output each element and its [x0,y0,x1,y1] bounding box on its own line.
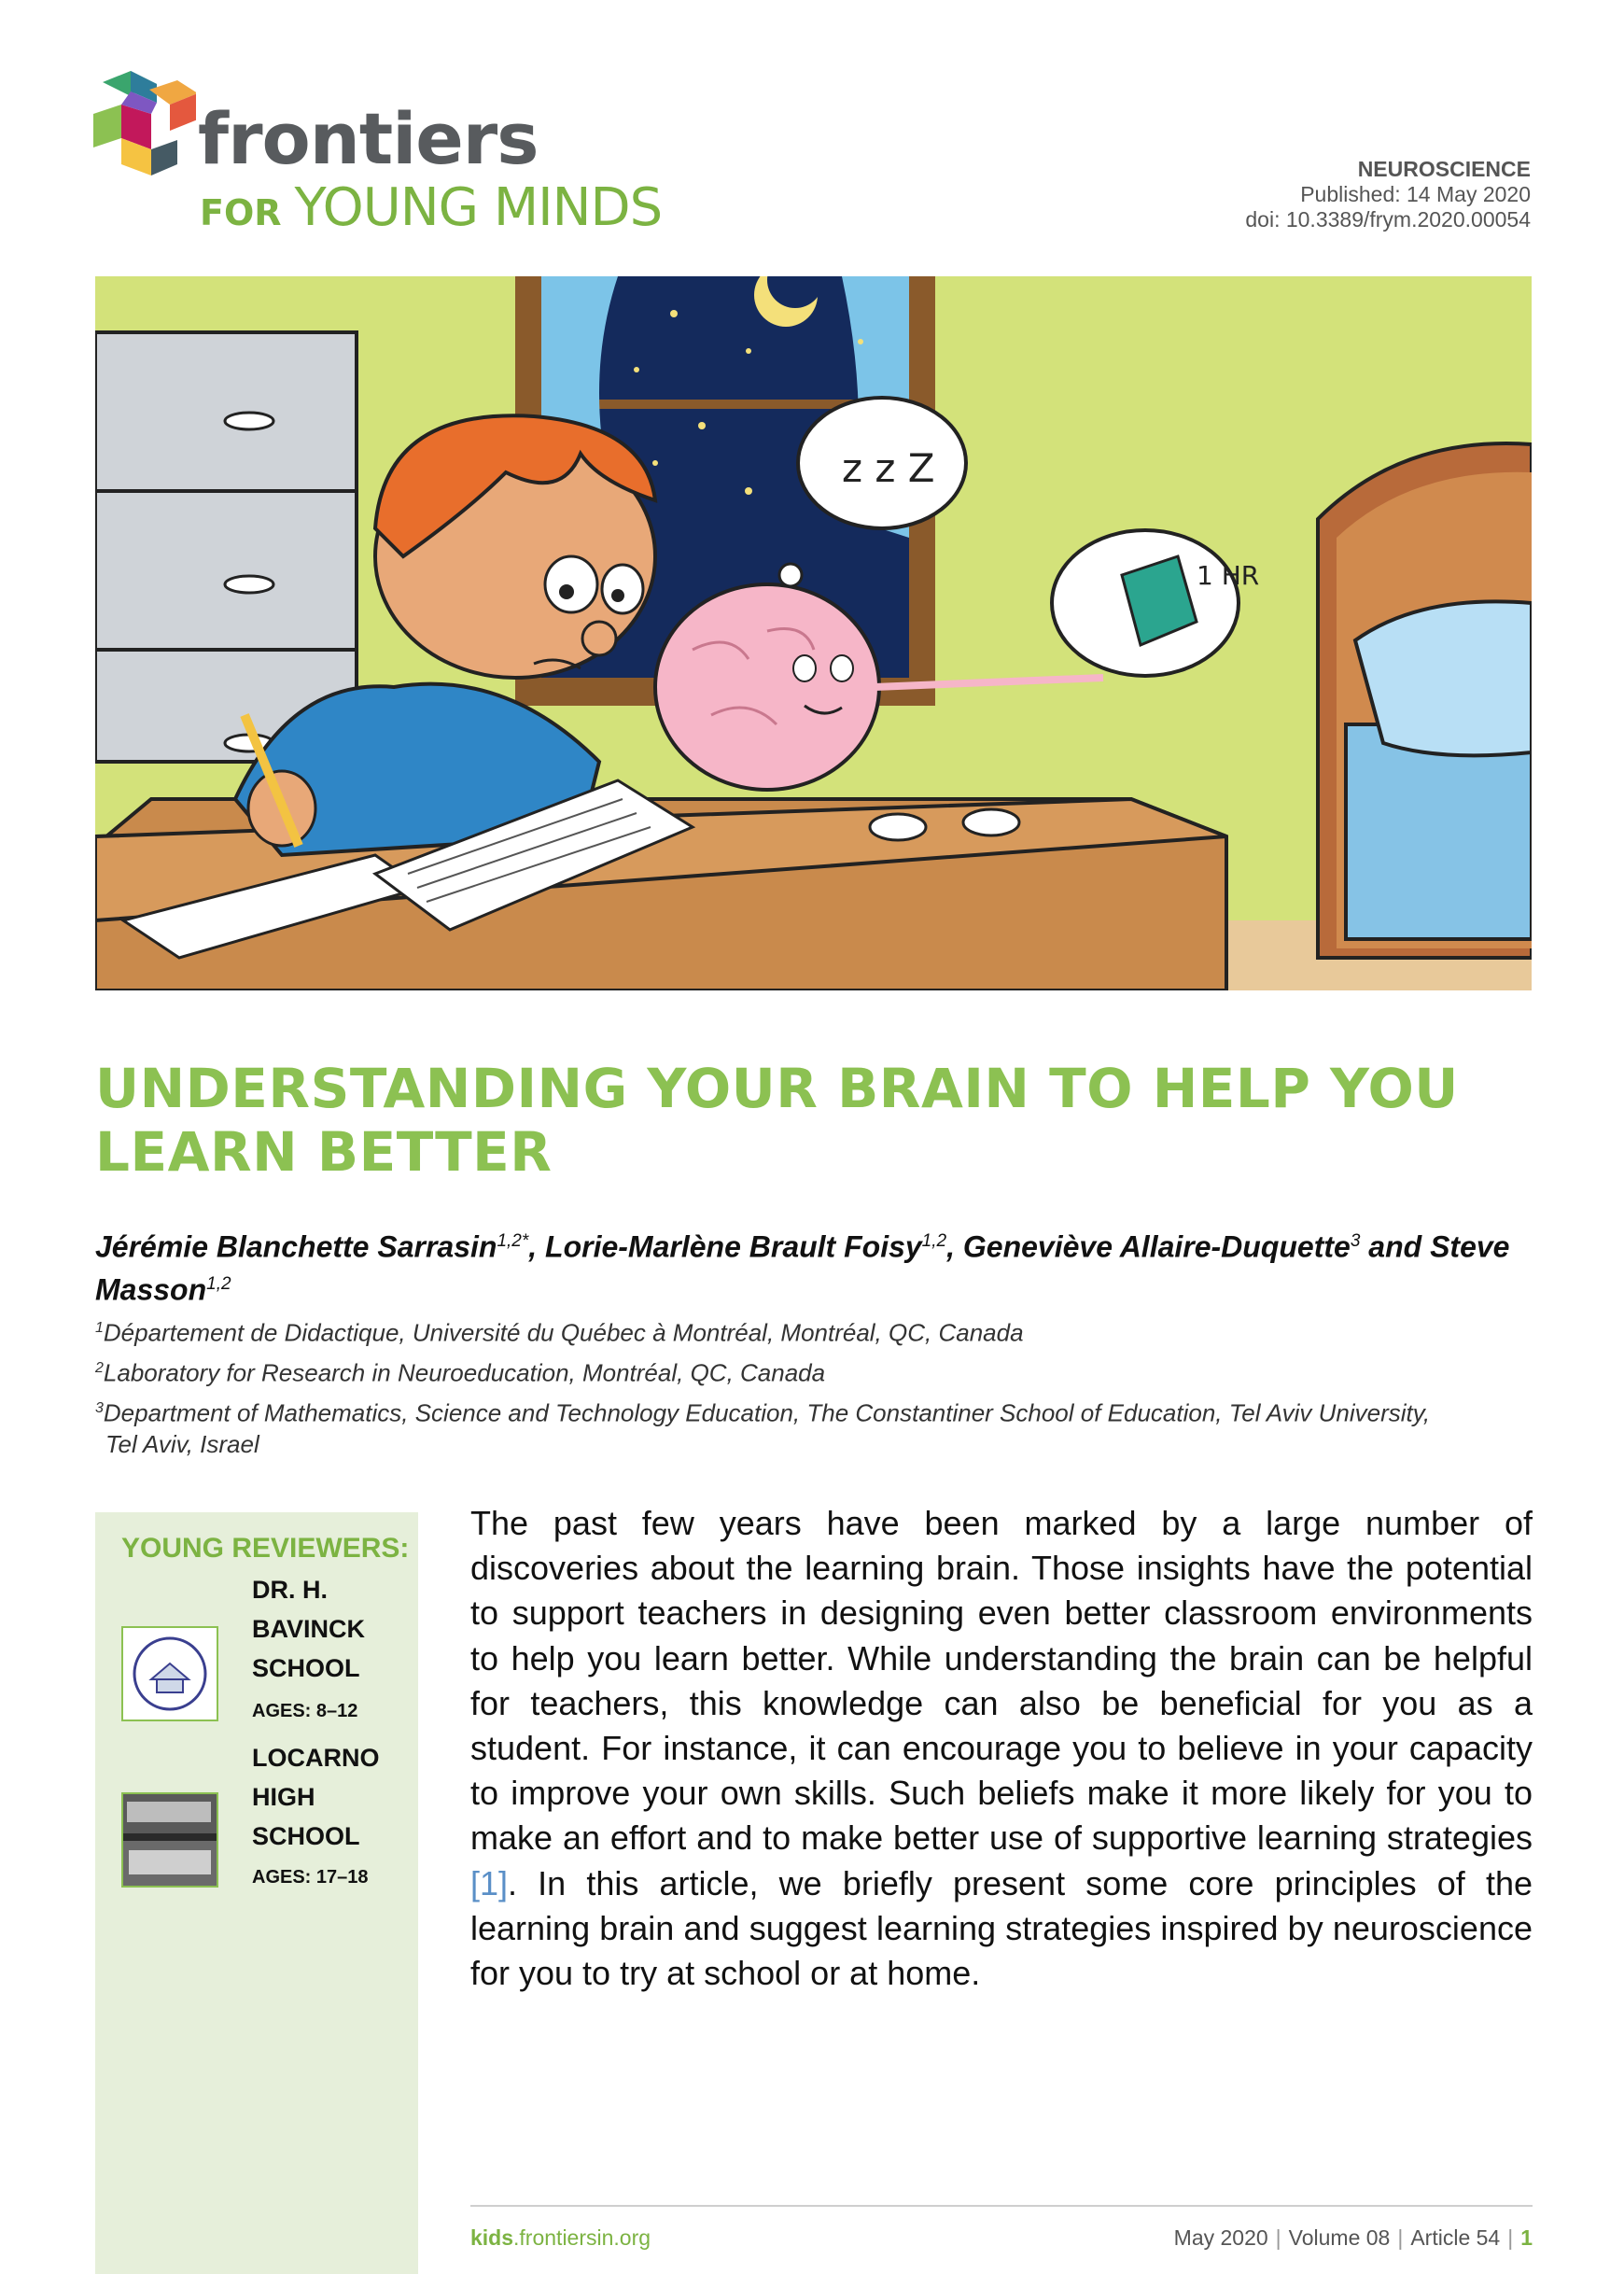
affiliation-number: 1 [95,1320,104,1336]
author-name[interactable]: Lorie-Marlène Brault Foisy [545,1229,922,1264]
site-link[interactable] [470,2225,651,2251]
book-label: 1 HR [1197,560,1260,591]
affiliation-number: 2 [95,1360,104,1376]
abstract-text: The past few years have been marked by a large number of discoveries about the learning brain. Those insights have the potential to support teachers in designing even better classroom environments to help you learn better. While understanding the brain can be helpful for teachers, this knowledge can also be beneficial for you as a student. For instance, it can encourage you to believe in your capacity to improve your own skills. Such beliefs make it more likely for you to make an effort and to make better use of supportive learning strategies [470,1504,1533,1858]
logo-wordmark: frontiers [198,97,539,180]
author-separator: and [1360,1229,1431,1264]
site-link-bold: kids [470,2225,514,2250]
school-name-line: SCHOOL [252,1822,360,1850]
author-separator: , [946,1229,963,1264]
affiliation [95,1312,1551,1349]
dresser [95,332,357,762]
young-reviewers-sidebar [95,1512,418,2274]
affiliation [95,1353,1551,1389]
affiliation-text: Département de Didactique, Université du Québec à Montréal, Montréal, QC, Canada [103,1318,1024,1347]
footer-separator: | [1507,2225,1514,2250]
school-ages: AGES: 8–12 [252,1701,358,1721]
abstract-text: . In this article, we briefly present some core principles of the learning brain and suggest learning strategies inspired by neuroscience for you to try at school or at home. [470,1863,1533,1993]
abstract-paragraph [470,1501,1533,1996]
author-affil-sup: 3 [1350,1231,1361,1251]
school-name-line: DR. H. [252,1576,328,1604]
page-number: 1 [1520,2225,1533,2250]
author-affil-sup: 1,2 [206,1273,231,1294]
published-date: Published: 14 May 2020 [1300,182,1531,206]
author-name[interactable]: Geneviève Allaire-Duquette [962,1229,1351,1264]
affiliation-text: Department of Mathematics, Science and Technology Education, The Constantiner School of Education, Tel Aviv University, [103,1398,1431,1427]
section-label: NEUROSCIENCE [1357,157,1531,181]
site-link-rest: .frontiersin.org [513,2225,651,2250]
reference-link[interactable]: [1] [470,1863,509,1902]
footer-separator: | [1397,2225,1404,2250]
logo-young-minds: YOUNG MINDS [294,177,663,238]
young-reviewers-heading: YOUNG REVIEWERS: [121,1533,410,1564]
footer-volume: Volume 08 [1288,2225,1391,2250]
author-affil-sup: 1,2* [497,1231,529,1251]
author-separator: , [528,1229,546,1264]
affiliation-text-continued: Tel Aviv, Israel [105,1429,259,1458]
school-ages: AGES: 17–18 [252,1867,369,1888]
footer-divider [470,2205,1533,2207]
footer-citation [1174,2225,1533,2251]
logo-cube-icon [93,63,196,175]
school-logo-image [121,1626,218,1721]
affiliation-number: 3 [95,1400,104,1416]
author-name[interactable]: Jérémie Blanchette Sarrasin [95,1229,497,1264]
author-affil-sup: 1,2 [921,1231,947,1251]
footer-date: May 2020 [1173,2225,1268,2250]
cover-illustration [95,276,1532,990]
affiliation-text: Laboratory for Research in Neuroeducation, Montréal, QC, Canada [103,1358,826,1387]
sleep-text: z z Z [842,445,935,491]
author-list [95,1223,1551,1308]
logo-for: FOR [200,192,282,233]
school-name-line: LOCARNO [252,1744,380,1772]
school-name-line: BAVINCK [252,1615,365,1643]
bed [1318,443,1532,958]
school-name-line: SCHOOL [252,1654,360,1682]
school-name-line: HIGH [252,1783,315,1811]
affiliation [95,1393,1551,1460]
logo-subtitle [200,177,662,238]
author-name[interactable]: Steve Masson [95,1229,1510,1307]
article-meta [1245,157,1531,232]
doi[interactable]: doi: 10.3389/frym.2020.00054 [1245,207,1531,232]
footer-separator: | [1275,2225,1281,2250]
footer-article: Article 54 [1410,2225,1501,2250]
school-photo-image [121,1792,218,1888]
frontiers-logo[interactable] [93,63,663,241]
article-title: UNDERSTANDING YOUR BRAIN TO HELP YOU LEARN BETTER [95,1057,1459,1184]
